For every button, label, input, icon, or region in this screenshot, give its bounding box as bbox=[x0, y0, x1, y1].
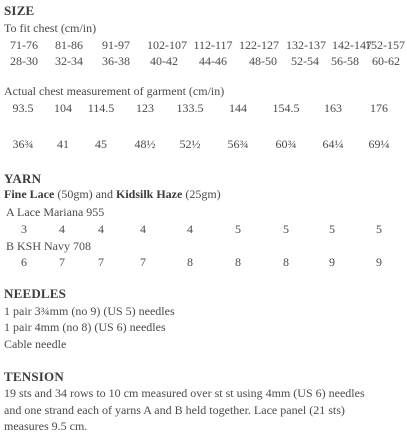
tension-line: and one strand each of yarns A and B held together. Lace panel (21 sts) bbox=[4, 403, 345, 417]
needles-line: Cable needle bbox=[4, 337, 67, 351]
size-cm-row bbox=[0, 38, 407, 54]
size-heading: SIZE bbox=[4, 3, 35, 18]
needles-line: 1 pair 4mm (no 8) (US 6) needles bbox=[4, 320, 166, 334]
size-cm-cell: 71-76 bbox=[10, 38, 38, 52]
actual-cm-cell: 176 bbox=[370, 101, 388, 115]
yarn-a-cell: 4 bbox=[98, 222, 104, 236]
actual-cm-cell: 123 bbox=[136, 101, 154, 115]
size-in-cell: 32-34 bbox=[55, 54, 83, 68]
actual-in-cell: 60¾ bbox=[275, 137, 297, 151]
yarn-a-cell: 5 bbox=[283, 222, 289, 236]
size-in-cell: 44-46 bbox=[199, 54, 227, 68]
yarn-a-label: A Lace Mariana 955 bbox=[6, 205, 105, 219]
actual-in-cell: 41 bbox=[57, 137, 69, 151]
actual-in-cell: 52½ bbox=[179, 137, 201, 151]
actual-cm-cell: 154.5 bbox=[272, 101, 300, 115]
actual-cm-cell: 93.5 bbox=[12, 101, 34, 115]
yarn-b-cell: 9 bbox=[376, 255, 382, 269]
size-in-cell: 36-38 bbox=[102, 54, 130, 68]
yarn-kidsilk-haze: Kidsilk Haze bbox=[115, 187, 183, 201]
actual-cm-cell: 144 bbox=[229, 101, 247, 115]
yarn-b-cell: 7 bbox=[140, 255, 146, 269]
size-cm-cell: 152-157 bbox=[365, 38, 405, 52]
yarn-b-row bbox=[0, 255, 407, 271]
tension-line: 19 sts and 34 rows to 10 cm measured over st st using 4mm (US 6) needles bbox=[4, 386, 365, 400]
tension-line: measures 9.5 cm. bbox=[4, 419, 88, 433]
actual-cm-cell: 133.5 bbox=[176, 101, 204, 115]
size-in-cell: 56-58 bbox=[331, 54, 359, 68]
yarn-a-cell: 5 bbox=[235, 222, 241, 236]
size-in-cell: 28-30 bbox=[10, 54, 38, 68]
yarn-b-cell: 8 bbox=[235, 255, 241, 269]
yarn-a-cell: 3 bbox=[21, 222, 27, 236]
actual-cm-cell: 163 bbox=[324, 101, 342, 115]
yarn-b-cell: 8 bbox=[283, 255, 289, 269]
yarn-b-cell: 8 bbox=[187, 255, 193, 269]
size-in-row bbox=[0, 54, 407, 70]
size-in-cell: 48-50 bbox=[249, 54, 277, 68]
yarn-b-cell: 9 bbox=[329, 255, 335, 269]
yarn-a-cell: 5 bbox=[376, 222, 382, 236]
yarn-a-cell: 5 bbox=[329, 222, 335, 236]
tension-heading: TENSION bbox=[4, 369, 64, 384]
actual-in-cell: 45 bbox=[95, 137, 107, 151]
size-cm-cell: 102-107 bbox=[147, 38, 187, 52]
actual-cm-row bbox=[0, 101, 407, 117]
size-cm-cell: 91-97 bbox=[102, 38, 130, 52]
actual-in-cell: 48½ bbox=[134, 137, 156, 151]
needles-heading: NEEDLES bbox=[4, 286, 67, 301]
yarn-b-cell: 7 bbox=[98, 255, 104, 269]
yarn-b-cell: 7 bbox=[59, 255, 65, 269]
yarn-b-cell: 6 bbox=[21, 255, 27, 269]
size-cm-cell: 112-117 bbox=[193, 38, 233, 52]
actual-cm-cell: 114.5 bbox=[87, 101, 115, 115]
actual-chest-label: Actual chest measurement of garment (cm/in) bbox=[4, 84, 225, 98]
yarn-a-cell: 4 bbox=[59, 222, 65, 236]
actual-in-cell: 64¼ bbox=[322, 137, 344, 151]
yarn-desc-part: (50gm) and bbox=[54, 187, 116, 201]
yarn-a-cell: 4 bbox=[140, 222, 146, 236]
yarn-fine-lace: Fine Lace bbox=[4, 187, 55, 201]
yarn-description bbox=[4, 187, 221, 202]
size-cm-cell: 122-127 bbox=[239, 38, 279, 52]
size-in-cell: 40-42 bbox=[150, 54, 178, 68]
needles-line: 1 pair 3¾mm (no 9) (US 5) needles bbox=[4, 304, 175, 318]
actual-in-cell: 56¾ bbox=[227, 137, 249, 151]
actual-cm-cell: 104 bbox=[54, 101, 72, 115]
yarn-desc-part: (25gm) bbox=[182, 187, 221, 201]
yarn-heading: YARN bbox=[4, 171, 42, 186]
size-in-cell: 52-54 bbox=[291, 54, 319, 68]
yarn-a-row bbox=[0, 222, 407, 238]
size-in-cell: 60-62 bbox=[372, 54, 400, 68]
yarn-b-label: B KSH Navy 708 bbox=[6, 239, 92, 253]
actual-in-cell: 69¼ bbox=[368, 137, 390, 151]
size-cm-cell: 132-137 bbox=[286, 38, 326, 52]
actual-in-row bbox=[0, 137, 407, 153]
size-cm-cell: 142-147 bbox=[332, 38, 372, 52]
size-cm-cell: 81-86 bbox=[55, 38, 83, 52]
fit-chest-label: To fit chest (cm/in) bbox=[4, 21, 97, 35]
actual-in-cell: 36¾ bbox=[12, 137, 34, 151]
yarn-a-cell: 4 bbox=[187, 222, 193, 236]
